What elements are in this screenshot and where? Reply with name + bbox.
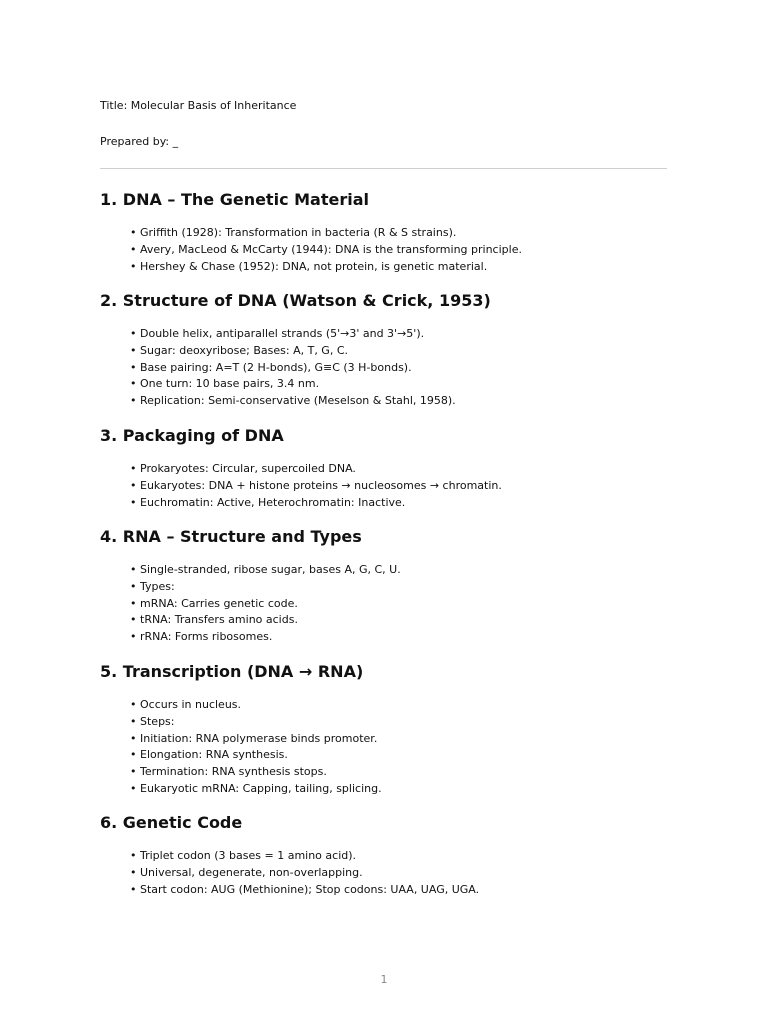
list-item: • Eukaryotes: DNA + histone proteins → nucleosomes → chromatin.: [130, 478, 680, 495]
list-item: • Steps:: [130, 714, 680, 731]
list-item: • Single-stranded, ribose sugar, bases A, G, C, U.: [130, 562, 680, 579]
horizontal-divider: [100, 168, 667, 169]
bullet-list: [100, 848, 680, 898]
list-item: • tRNA: Transfers amino acids.: [130, 612, 680, 629]
section-heading: 2. Structure of DNA (Watson & Crick, 1953): [100, 291, 491, 310]
list-item: • Hershey & Chase (1952): DNA, not protein, is genetic material.: [130, 259, 680, 276]
bullet-list: [100, 461, 680, 511]
section-transcription: [100, 662, 680, 798]
list-item: • Double helix, antiparallel strands (5'→3' and 3'→5').: [130, 326, 680, 343]
section-heading: 6. Genetic Code: [100, 813, 243, 832]
bullet-list: [100, 697, 680, 798]
list-item: • Elongation: RNA synthesis.: [130, 747, 680, 764]
section-genetic-code: [100, 813, 680, 898]
list-item: • Termination: RNA synthesis stops.: [130, 764, 680, 781]
list-item: • Start codon: AUG (Methionine); Stop codons: UAA, UAG, UGA.: [130, 882, 680, 899]
section-heading: 4. RNA – Structure and Types: [100, 527, 362, 546]
list-item: • mRNA: Carries genetic code.: [130, 596, 680, 613]
list-item: • One turn: 10 base pairs, 3.4 nm.: [130, 376, 680, 393]
bullet-list: [100, 326, 680, 410]
list-item: • Base pairing: A=T (2 H-bonds), G≡C (3 H-bonds).: [130, 360, 680, 377]
document-title-line: Title: Molecular Basis of Inheritance: [100, 99, 297, 112]
bullet-list: [100, 225, 680, 275]
list-item: • Avery, MacLeod & McCarty (1944): DNA is the transforming principle.: [130, 242, 680, 259]
section-dna-structure: [100, 291, 680, 410]
list-item: • Initiation: RNA polymerase binds promoter.: [130, 731, 680, 748]
list-item: • rRNA: Forms ribosomes.: [130, 629, 680, 646]
list-item: • Euchromatin: Active, Heterochromatin: Inactive.: [130, 495, 680, 512]
list-item: • Triplet codon (3 bases = 1 amino acid).: [130, 848, 680, 865]
list-item: • Prokaryotes: Circular, supercoiled DNA.: [130, 461, 680, 478]
bullet-list: [100, 562, 680, 646]
prepared-by-line: Prepared by: _: [100, 135, 179, 148]
list-item: • Types:: [130, 579, 680, 596]
section-heading: 5. Transcription (DNA → RNA): [100, 662, 364, 681]
section-dna-genetic-material: [100, 190, 680, 275]
list-item: • Griffith (1928): Transformation in bacteria (R & S strains).: [130, 225, 680, 242]
list-item: • Eukaryotic mRNA: Capping, tailing, splicing.: [130, 781, 680, 798]
section-rna-structure: [100, 527, 680, 646]
list-item: • Sugar: deoxyribose; Bases: A, T, G, C.: [130, 343, 680, 360]
section-heading: 1. DNA – The Genetic Material: [100, 190, 369, 209]
list-item: • Universal, degenerate, non-overlapping.: [130, 865, 680, 882]
section-heading: 3. Packaging of DNA: [100, 426, 284, 445]
list-item: • Occurs in nucleus.: [130, 697, 680, 714]
page-number: 1: [380, 973, 388, 986]
list-item: • Replication: Semi-conservative (Meselson & Stahl, 1958).: [130, 393, 680, 410]
section-dna-packaging: [100, 426, 680, 511]
